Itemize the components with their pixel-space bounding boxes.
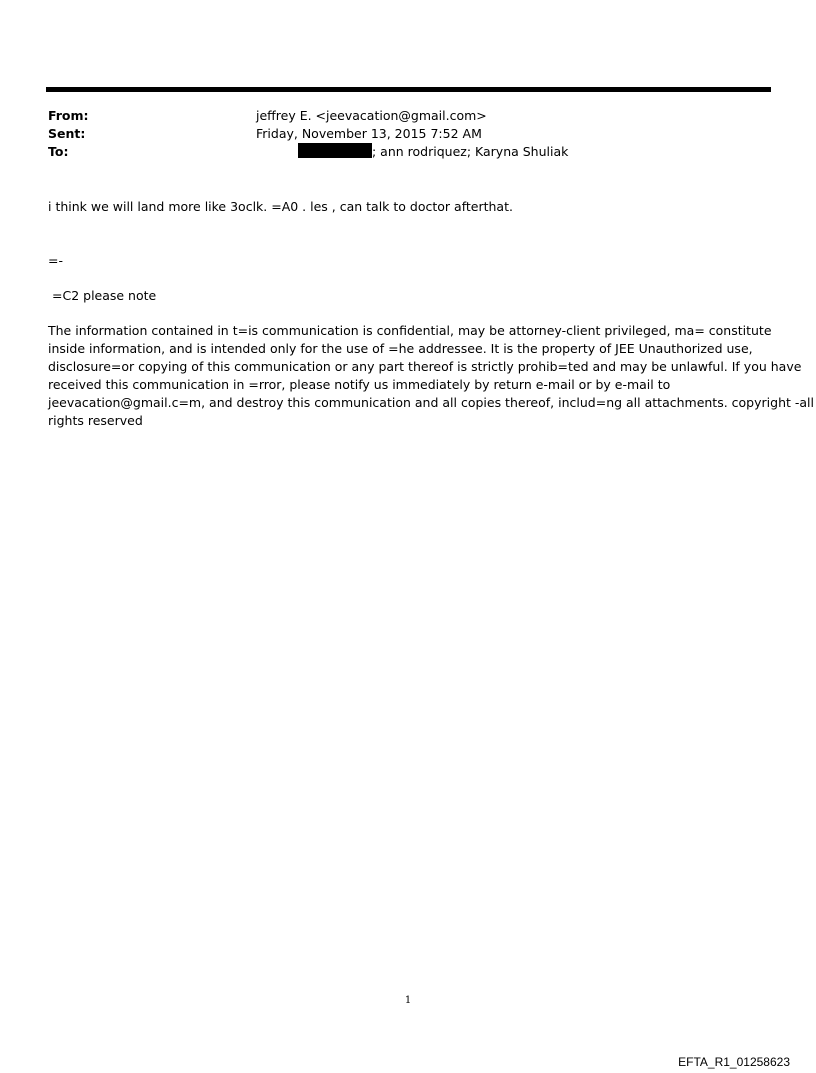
header-divider bbox=[46, 87, 771, 92]
to-row bbox=[48, 143, 768, 161]
from-row bbox=[48, 107, 768, 125]
document-id: EFTA_R1_01258623 bbox=[678, 1055, 790, 1069]
body-line-1: i think we will land more like 3oclk. =A0 . les , can talk to doctor afterthat. bbox=[48, 199, 513, 214]
sent-label: Sent: bbox=[48, 126, 86, 141]
to-value-group bbox=[298, 143, 568, 161]
disclaimer-line: The information contained in t=is communication is confidential, may be attorney-client privileged, ma= constitute bbox=[48, 323, 772, 338]
disclaimer-line: received this communication in =rror, please notify us immediately by return e-mail or by e-mail to bbox=[48, 377, 671, 392]
disclaimer-line: inside information, and is intended only for the use of =he addressee. It is the property of JEE Unauthorized use, bbox=[48, 341, 753, 356]
body-line-2: =- bbox=[48, 253, 63, 268]
sent-value: Friday, November 13, 2015 7:52 AM bbox=[256, 126, 482, 141]
sent-row bbox=[48, 125, 768, 143]
confidentiality-disclaimer bbox=[48, 322, 814, 430]
to-label: To: bbox=[48, 144, 69, 159]
from-label: From: bbox=[48, 108, 89, 123]
redaction-block bbox=[298, 143, 372, 158]
to-value: ; ann rodriquez; Karyna Shuliak bbox=[372, 144, 569, 159]
disclaimer-line: rights reserved bbox=[48, 413, 143, 428]
page-number: 1 bbox=[404, 995, 412, 1006]
body-line-3: =C2 please note bbox=[52, 288, 157, 303]
disclaimer-line: disclosure=or copying of this communication or any part thereof is strictly prohib=ted and may be unlawful. If you have bbox=[48, 359, 802, 374]
disclaimer-line: jeevacation@gmail.c=m, and destroy this communication and all copies thereof, includ=ng all attachments. copyright -all bbox=[48, 395, 814, 410]
from-value: jeffrey E. <jeevacation@gmail.com> bbox=[256, 108, 487, 123]
